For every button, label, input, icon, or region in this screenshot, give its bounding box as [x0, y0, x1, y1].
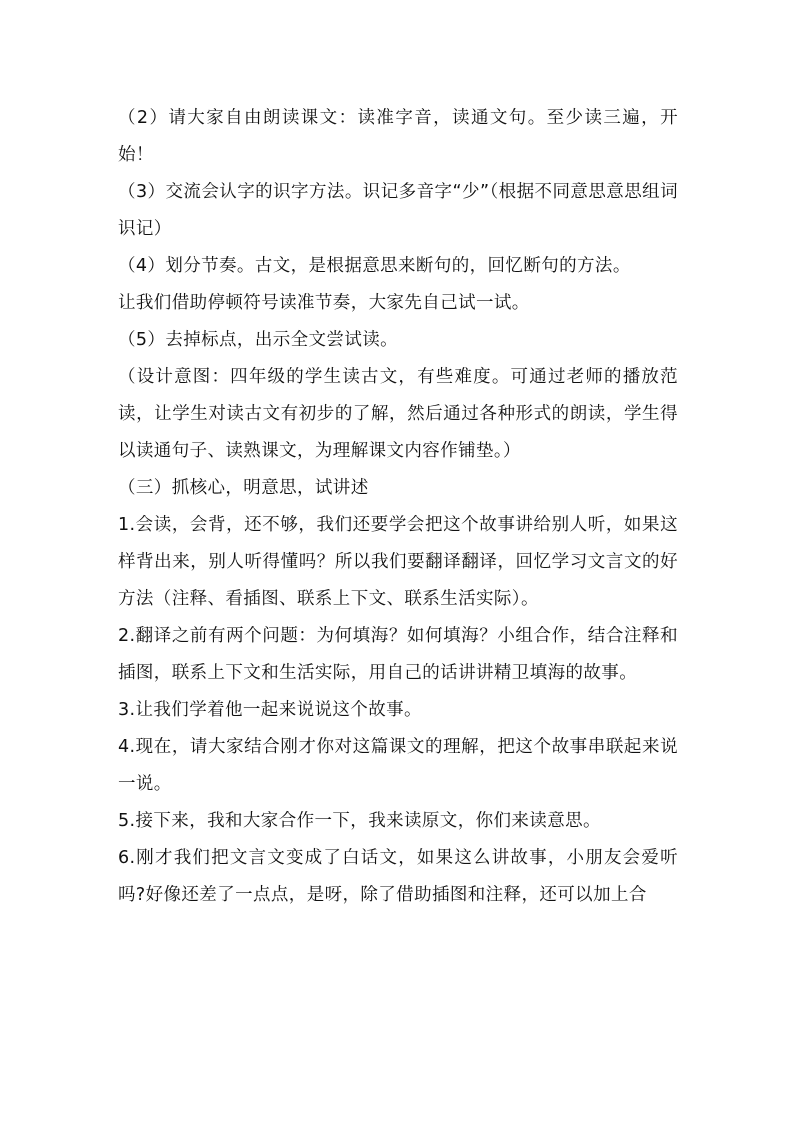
paragraph-rhythm-practice: 让我们借助停顿符号读准节奏，大家先自己试一试。 [118, 293, 530, 313]
list-item-4: 4.现在，请大家结合刚才你对这篇课文的理解，把这个故事串联起来说一说。 [118, 737, 678, 794]
document-body [118, 100, 678, 914]
list-item-3: 3.让我们学着他一起来说说这个故事。 [118, 700, 422, 720]
list-item-5: 5.接下来，我和大家合作一下，我来读原文，你们来读意思。 [118, 811, 601, 831]
list-item-6: 6.刚才我们把文言文变成了白话文，如果这么讲故事，小朋友会爱听吗?好像还差了一点点，是呀，除了借助插图和注释，还可以加上合 [118, 848, 678, 905]
paragraph-reading-step-5: （5）去掉标点，出示全文尝试读。 [118, 330, 399, 350]
paragraph-reading-step-4: （4）划分节奏。古文，是根据意思来断句的，回忆断句的方法。 [118, 256, 631, 276]
list-item-2: 2.翻译之前有两个问题：为何填海？如何填海？小组合作，结合注释和插图，联系上下文和生活实际，用自己的话讲讲精卫填海的故事。 [118, 626, 678, 683]
paragraph-reading-step-3: （3）交流会认字的识字方法。识记多音字“少”（根据不同意思意思组词识记） [118, 182, 678, 239]
section-heading-3: （三）抓核心，明意思，试讲述 [118, 478, 369, 498]
list-item-1: 1.会读，会背，还不够，我们还要学会把这个故事讲给别人听，如果这样背出来，别人听得懂吗？所以我们要翻译翻译，回忆学习文言文的好方法（注释、看插图、联系上下文、联系生活实际）。 [118, 515, 678, 609]
paragraph-design-intent: （设计意图：四年级的学生读古文，有些难度。可通过老师的播放范读，让学生对读古文有初步的了解，然后通过各种形式的朗读，学生得以读通句子、读熟课文，为理解课文内容作铺垫。） [118, 367, 678, 461]
paragraph-reading-step-2: （2）请大家自由朗读课文：读准字音，读通文句。至少读三遍，开始！ [118, 108, 678, 165]
